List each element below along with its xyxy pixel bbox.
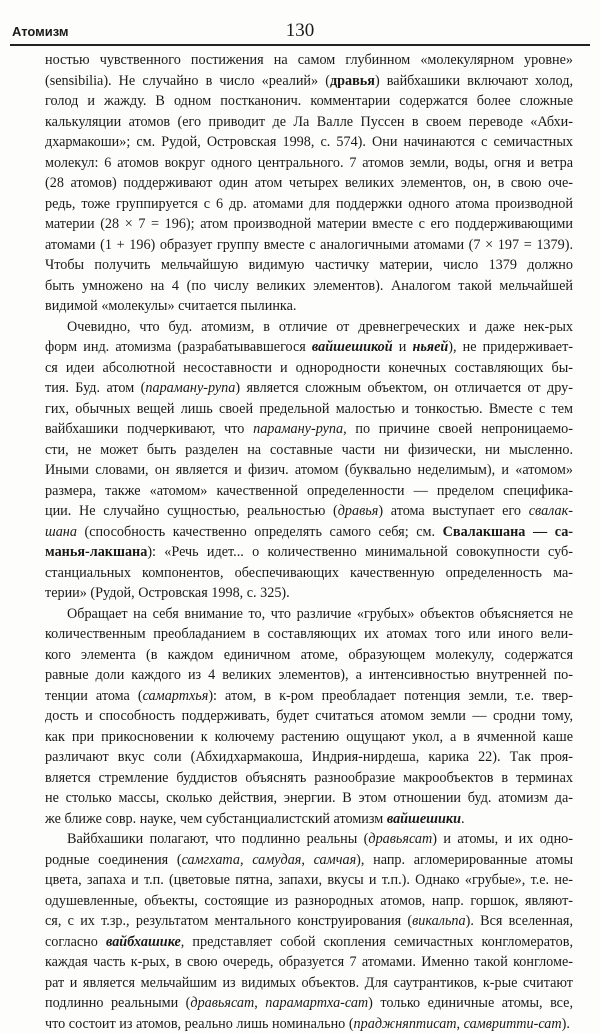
page-number: 130: [0, 20, 600, 42]
text-line: атомами (1 + 196) образует группу вместе с аналогичными атомами (7 × 197 = 1379).: [45, 235, 573, 256]
text-line: дхармакоши»; см. Рудой, Островская 1998, с. 574). Они начинаются с семичастных: [45, 132, 573, 153]
text-line: тия. Буд. атом (параману-рупа) является сложным объектом, он отличается от дру-: [45, 378, 573, 399]
text-line: что состоит из атомов, реально лишь номинально (праджняптисат, самвритти-сат).: [45, 1014, 573, 1034]
text-line: быть умножено на 4 (по числу великих элементов). Аналогом такой мельчайшей: [45, 276, 573, 297]
text-line: шана (способность качественно определять самого себя; см. Свалакшана — са-: [45, 522, 573, 543]
text-line: ции. Не случайно сущностью, реальностью (дравья) атома выступает его свалак-: [45, 501, 573, 522]
text-line: количественным преобладанием в составляющих их атомах того или иного вели-: [45, 624, 573, 645]
article-body: [45, 50, 573, 1034]
paragraph: [45, 50, 573, 317]
text-line: ся, с их т.зр., результатом ментального конструирования (викальпа). Вся вселенная,: [45, 911, 573, 932]
text-line: ностью чувственного постижения на самом глубинном «молекулярном уровне»: [45, 50, 573, 71]
text-line: согласно вайбхашике, представляет собой скопления семичастных конгломератов,: [45, 932, 573, 953]
text-line: размера, также «атомом» качественной определенности — пределом специфика-: [45, 481, 573, 502]
text-line: одушевленные, объекты, состоящие из разнородных атомов, напр. горшок, являют-: [45, 891, 573, 912]
text-line: сти, не может быть разделен на составные части ни физически, ни мысленно.: [45, 440, 573, 461]
page-header: [0, 0, 600, 44]
text-line: не столько массы, сколько действия, энергии. В этом отношении буд. атомизм да-: [45, 788, 573, 809]
text-line: Чтобы получить мельчайшую видимую частичку материи, число 1379 должно: [45, 255, 573, 276]
text-line: Вайбхашики полагают, что подлинно реальны (дравьясат) и атомы, и их одно-: [45, 829, 573, 850]
text-line: гих, обычных вещей лишь своей предельной малостью и тонкостью. Вместе с тем: [45, 399, 573, 420]
text-line: ся идеи абсолютной несоставности и однородности конечных составляющих бы-: [45, 358, 573, 379]
text-line: дость и способность поддерживать, будет считаться атомом земли — сродни тому,: [45, 706, 573, 727]
header-rule: [10, 44, 590, 46]
text-line: манья-лакшана): «Речь идет... о количественно минимальной совокупности суб-: [45, 542, 573, 563]
text-line: рат и является мельчайшим из видимых объектов. Для саутрантиков, к-рые считают: [45, 973, 573, 994]
text-line: (sensibilia). Не случайно в число «реалий» (дравья) вайбхашики включают холод,: [45, 71, 573, 92]
text-line: родные соединения (самгхата, самудая, самчая), напр. агломерированные атомы: [45, 850, 573, 871]
text-line: форм инд. атомизма (разрабатывавшегося вайшешикой и ньяей), не придерживает-: [45, 337, 573, 358]
text-line: станциальных компонентов, обеспечивающих качественную определенность ма-: [45, 563, 573, 584]
running-head: Атомизм: [12, 24, 69, 39]
text-line: равные доли каждого из 4 великих элементов), а интенсивностью внутренней по-: [45, 665, 573, 686]
text-line: как при прикосновении к колючему растению ощущают укол, а в ячменной каше: [45, 727, 573, 748]
text-line: молекул: 6 атомов вокруг одного центрального. 7 атомов земли, воды, огня и ветра: [45, 153, 573, 174]
text-line: голод и жажду. В одном постканонич. комментарии содержатся более сложные: [45, 91, 573, 112]
text-line: калькуляции атомов (его приводит де Ла Валле Пуссен в своем переводе «Абхи-: [45, 112, 573, 133]
text-line: цвета, запаха и т.п. (цветовые пятна, запахи, вкусы и т.п.). Однако «грубые», т.е. не-: [45, 870, 573, 891]
paragraph: [45, 317, 573, 604]
text-line: вляется стремление буддистов объяснять разнообразие макрообъектов в терминах: [45, 768, 573, 789]
text-line: различают вкус соли (Абхидхармакоша, Индрия-нирдеша, карика 22). Так проя-: [45, 747, 573, 768]
text-line: Обращает на себя внимание то, что различие «грубых» объектов объясняется не: [45, 604, 573, 625]
text-line: (28 атомов) поддерживают один атом четырех великих элементов, он, в свою оче-: [45, 173, 573, 194]
text-line: редь, тоже группируется с 6 др. атомами для поддержки одного атома производной: [45, 194, 573, 215]
text-line: видимой «молекулы» считается пылинка.: [45, 296, 573, 317]
text-line: подлинно реальными (дравьясат, парамартха-сат) только единичные атомы, все,: [45, 993, 573, 1014]
text-line: материи (28 × 7 = 196); атом производной материи вместе с его поддерживающими: [45, 214, 573, 235]
text-line: же ближе совр. науке, чем субстанциалистский атомизм вайшешики.: [45, 809, 573, 830]
text-line: Очевидно, что буд. атомизм, в отличие от древнегреческих и даже нек-рых: [45, 317, 573, 338]
text-line: терии» (Рудой, Островская 1998, с. 325).: [45, 583, 573, 604]
paragraph: [45, 829, 573, 1034]
text-line: кого элемента (в каждом единичном атоме, образующем молекулу, содержатся: [45, 645, 573, 666]
text-line: тенции атома (самартхья): атом, в к-ром преобладает потенция земли, т.е. твер-: [45, 686, 573, 707]
paragraph: [45, 604, 573, 830]
text-line: вайбхашики подчеркивают, что параману-рупа, по причине своей непроницаемо-: [45, 419, 573, 440]
text-line: каждая часть к-рых, в свою очередь, образуется 7 атомами. Именно такой конгломе-: [45, 952, 573, 973]
text-line: Иными словами, он является и физич. атомом (буквально неделимым), и «атомом»: [45, 460, 573, 481]
